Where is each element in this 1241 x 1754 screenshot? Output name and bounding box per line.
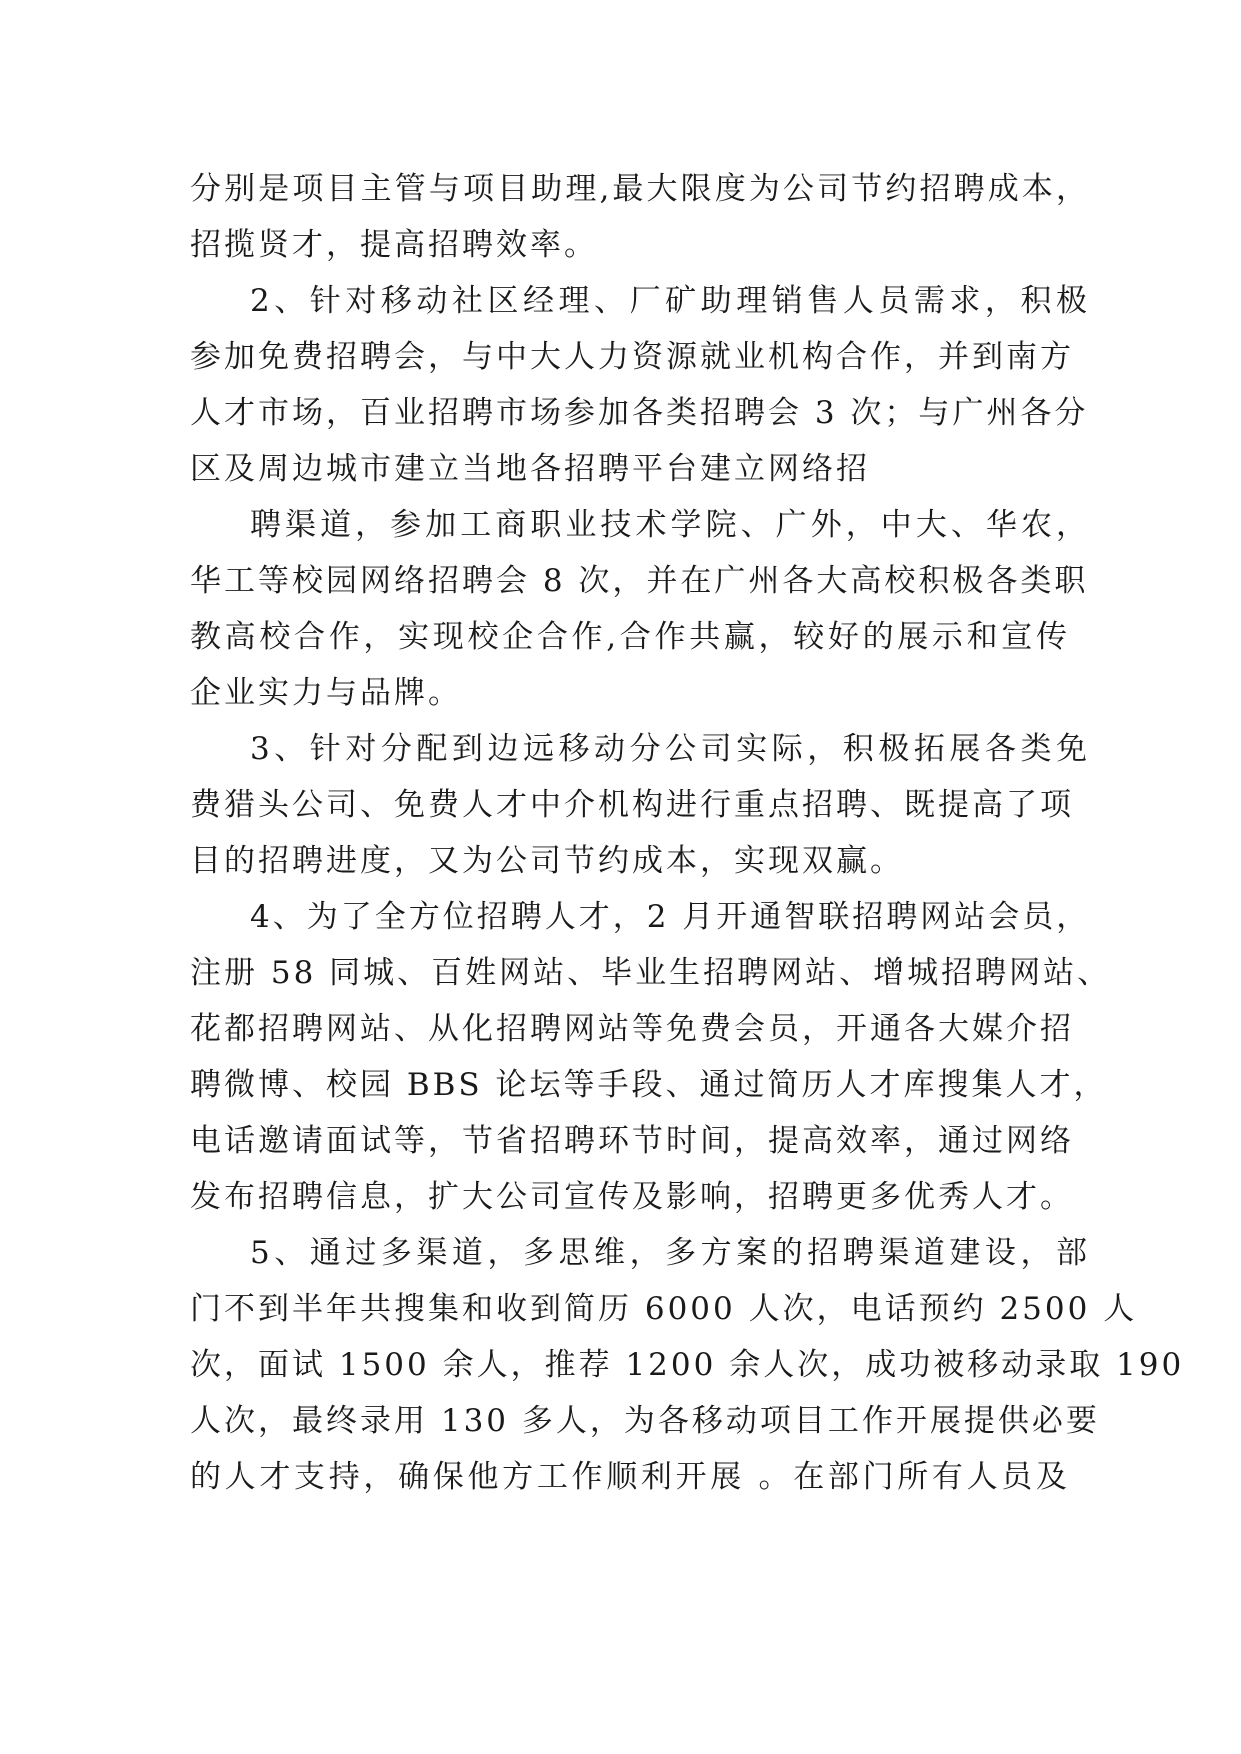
text-line-22: 次，面试 1500 余人，推荐 1200 余人次，成功被移动录取 190 [190,1347,1185,1383]
text-line-18: 电话邀请面试等，节省招聘环节时间，提高效率，通过网络 [190,1123,1074,1159]
text-line-21: 门不到半年共搜集和收到简历 6000 人次，电话预约 2500 人 [190,1291,1138,1327]
text-line-4: 参加免费招聘会，与中大人力资源就业机构合作，并到南方 [190,339,1074,375]
text-line-2: 招揽贤才，提高招聘效率。 [190,227,598,263]
text-line-19: 发布招聘信息，扩大公司宣传及影响，招聘更多优秀人才。 [190,1179,1074,1215]
text-line-1: 分别是项目主管与项目助理,最大限度为公司节约招聘成本， [190,171,1090,207]
text-line-24: 的人才支持，确保他方工作顺利开展 。在部门所有人员及 [190,1459,1070,1495]
text-line-9: 教高校合作，实现校企合作,合作共赢，较好的展示和宣传 [190,619,1070,655]
text-line-3: 2、针对移动社区经理、厂矿助理销售人员需求，积极 [250,283,1090,319]
text-line-14: 4、为了全方位招聘人才，2 月开通智联招聘网站会员， [250,899,1091,935]
text-line-23: 人次，最终录用 130 多人，为各移动项目工作开展提供必要 [190,1403,1100,1439]
text-line-11: 3、针对分配到边远移动分公司实际，积极拓展各类免 [250,731,1090,767]
text-line-16: 花都招聘网站、从化招聘网站等免费会员，开通各大媒介招 [190,1011,1074,1047]
text-line-13: 目的招聘进度，又为公司节约成本，实现双赢。 [190,843,904,879]
text-line-7: 聘渠道，参加工商职业技术学院、广外，中大、华农， [250,507,1090,543]
text-line-6: 区及周边城市建立当地各招聘平台建立网络招 [190,451,870,487]
text-line-12: 费猎头公司、免费人才中介机构进行重点招聘、既提高了项 [190,787,1074,823]
text-line-10: 企业实力与品牌。 [190,675,462,711]
text-line-17: 聘微博、校园 BBS 论坛等手段、通过简历人才库搜集人才， [190,1067,1108,1103]
text-line-20: 5、通过多渠道，多思维，多方案的招聘渠道建设，部 [250,1235,1090,1271]
text-line-15: 注册 58 同城、百姓网站、毕业生招聘网站、增城招聘网站、 [190,955,1112,991]
text-line-8: 华工等校园网络招聘会 8 次，并在广州各大高校积极各类职 [190,563,1089,599]
text-line-5: 人才市场，百业招聘市场参加各类招聘会 3 次；与广州各分 [190,395,1089,431]
